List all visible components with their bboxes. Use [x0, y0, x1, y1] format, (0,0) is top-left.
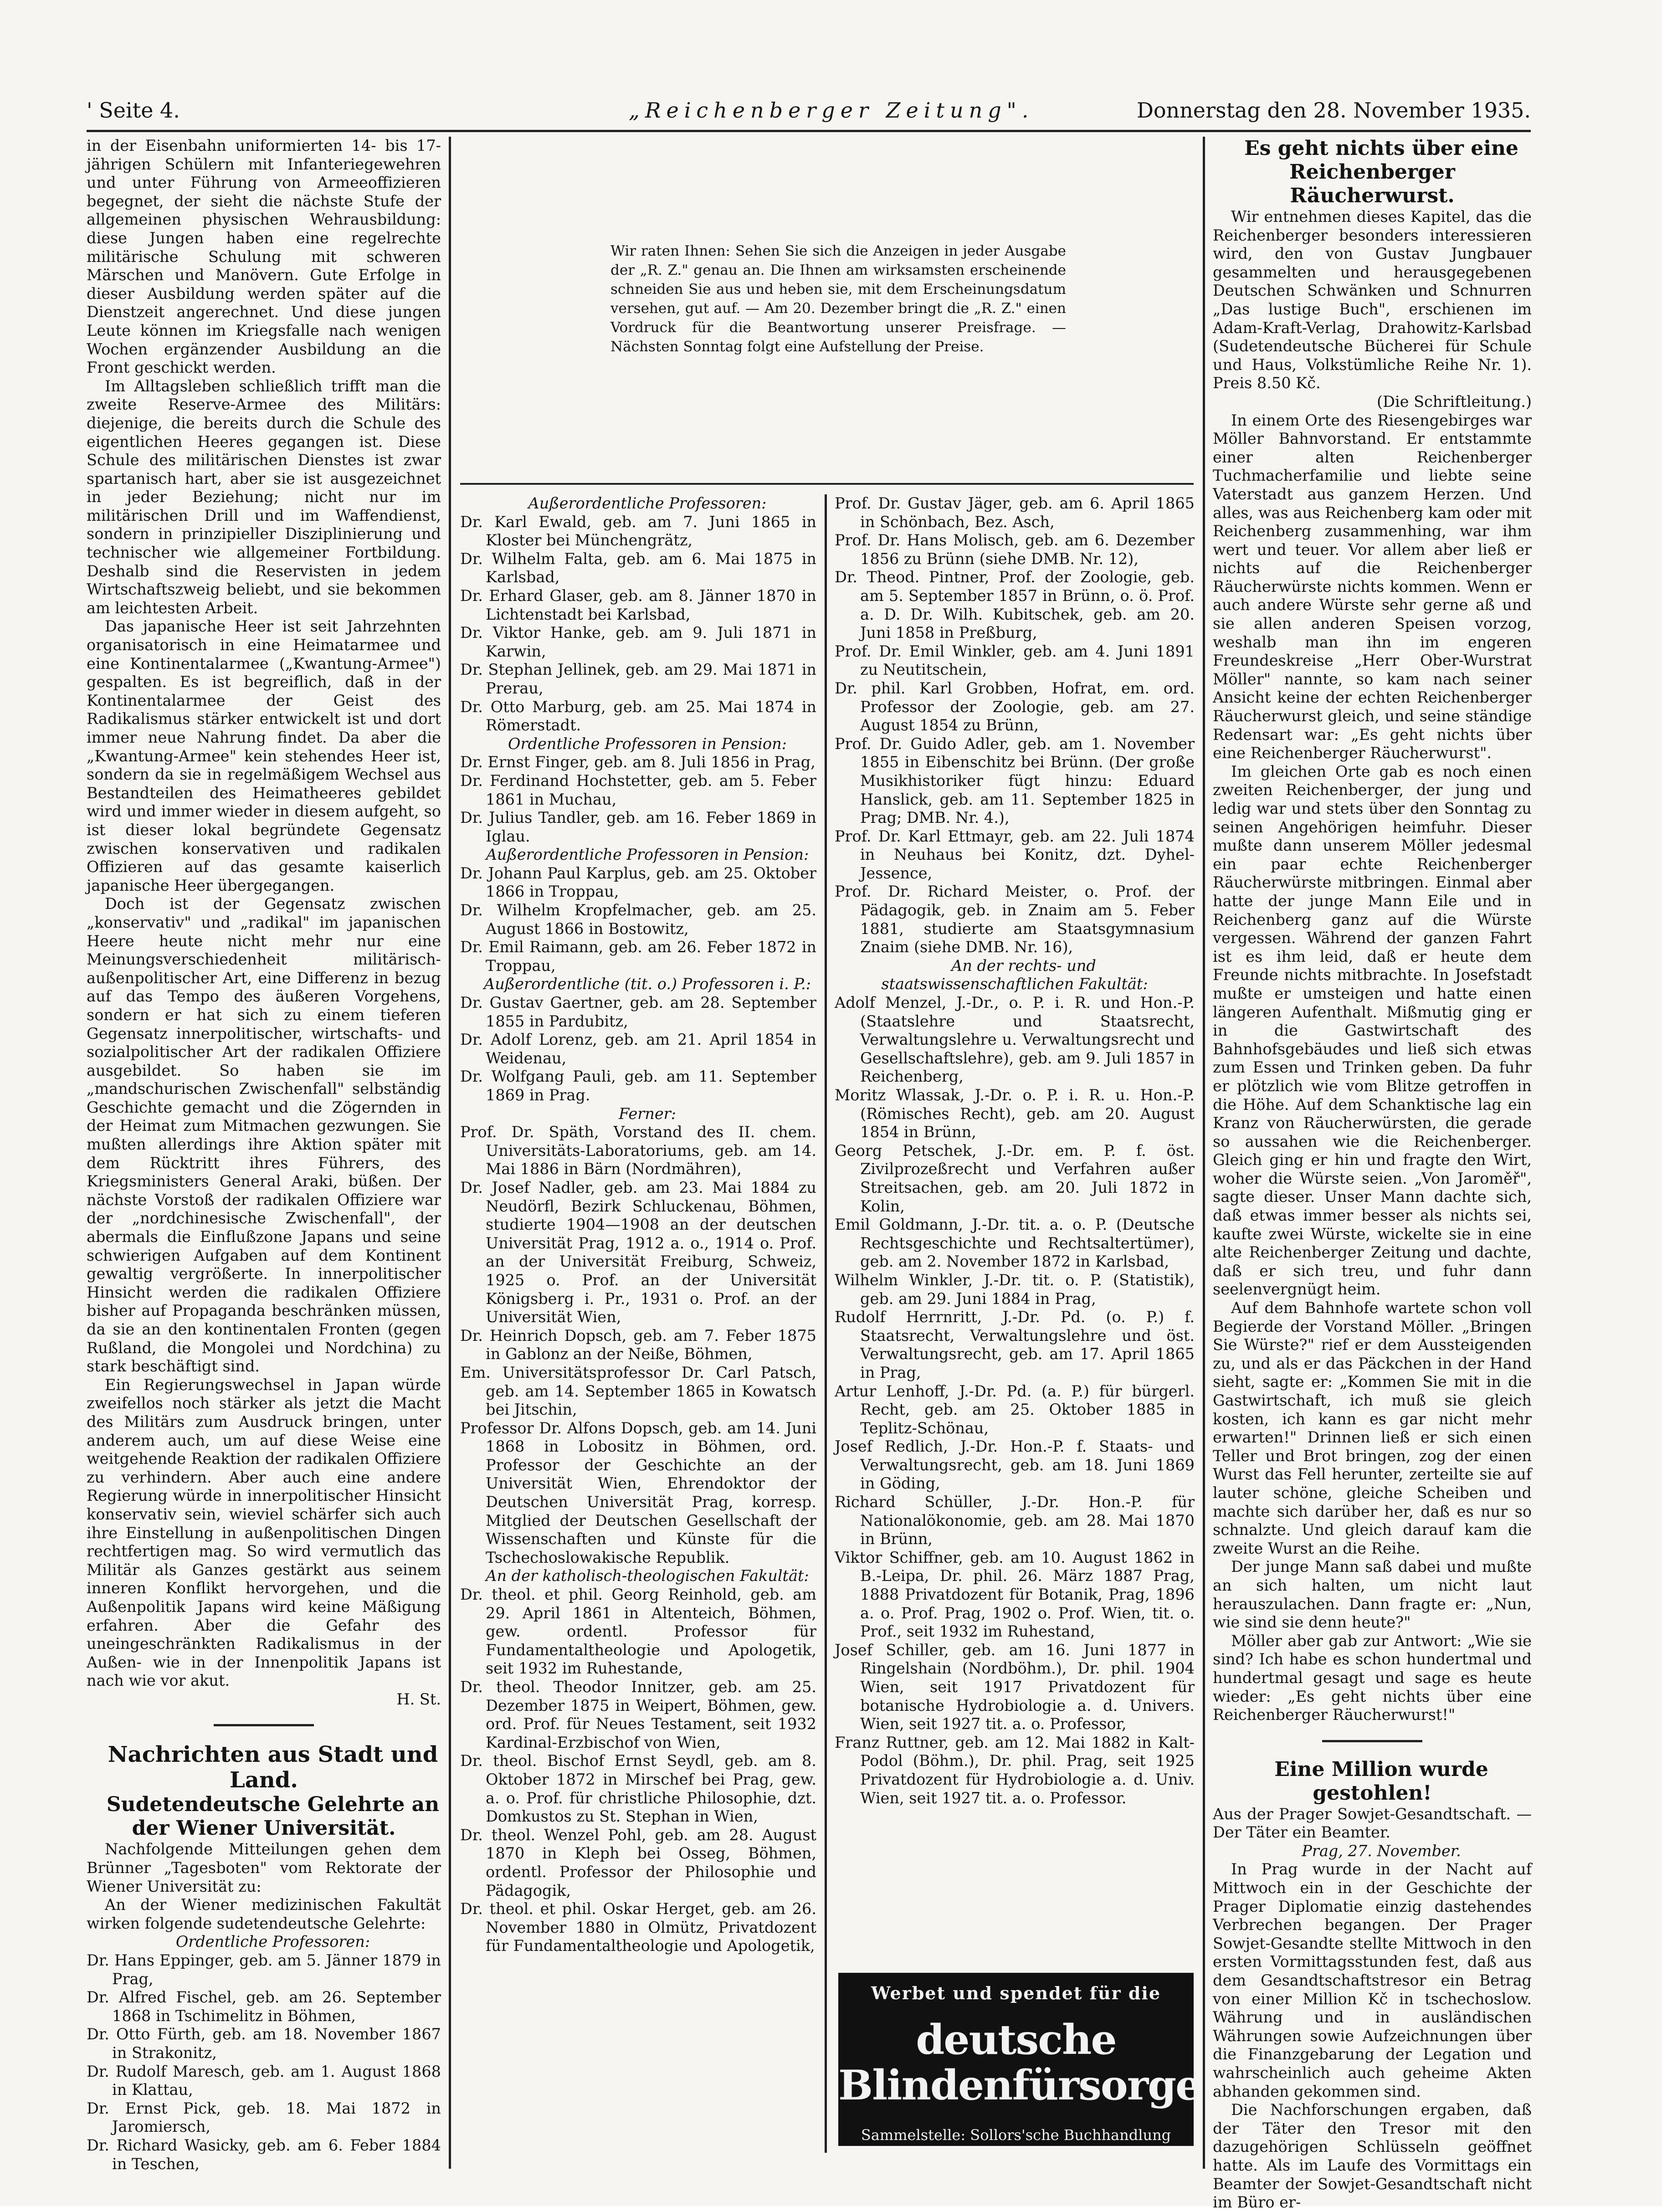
- article-paragraph: Im gleichen Orte gab es noch einen zweiten Reichenberger, der jung und ledig war und stets über den Sonntag zu seinen Angehörigen heimfuhr. Dieser mußte dann unserem Möller jedesmal ein paar echte Reichenberger Räucherwürste mitbringen. Einmal aber hatte der junge Mann Eile und in Reichenberg ganz auf die Würste vergessen. Während der ganzen Fahrt ist es ihm leid, daß er heute dem Freunde nichts mitbrachte. In Josefstadt mußte er umsteigen und hatte einen längeren Aufenthalt. Mißmutig ging er in die Gastwirtschaft des Bahnhofsgebäudes und ließ sich etwas zum Essen und Trinken geben. Da fuhr er plötzlich wie vom Blitze getroffen in die Höhe. Auf dem Schanktische lag ein Kranz von Räucherwürsten, die gerade so aussahen wie die Reichenberger. Gleich ging er hin und fragte den Wirt, woher die Würste seien. „Von Jaroměř", sagte dieser. Unser Mann dachte sich, daß etwas immer besser als nichts sei, kaufte zwei Würste, wickelte sie in eine alte Reichenberger Zeitung und dachte, daß er sich treu, und fuhr dann seelenvergnügt heim.: [1213, 762, 1532, 1298]
- list-item: Dr. theol. et phil. Oskar Herget, geb. am 26. November 1880 in Olmütz, Privatdozent für Fundamentaltheologie und Apologetik,: [460, 1900, 816, 1955]
- article-paragraph: Im Alltagsleben schließlich trifft man die zweite Reserve-Armee des Militärs: diejenige, die bereits durch die Schule des eigentlichen Heeres gegangen ist. Diese Schule des militärischen Dienstes ist zwar spartanisch hart, aber sie ist ausgezeichnet in jeder Beziehung; nicht nur im militärischen Drill und im Waffendienst, sondern in prinzipieller Disziplinierung und technischer wie allgemeiner Fortbildung. Deshalb sind die Reservisten in jedem Wirtschaftszweig beliebt, und sie bekommen am leichtesten Arbeit.: [87, 377, 441, 617]
- list-item: Dr. Gustav Gaertner, geb. am 28. September 1855 in Pardubitz,: [460, 994, 816, 1030]
- article-headline: Eine Million wurde gestohlen!: [1274, 1757, 1488, 1805]
- dateline: Prag, 27. November.: [1302, 1842, 1461, 1860]
- list-item: Georg Petschek, J.-Dr. em. P. f. öst. Zivilprozeßrecht und Verfahren außer Streitsachen, geb. am 20. Juli 1872 in Kolin,: [835, 1141, 1195, 1215]
- notice-rule: [460, 483, 1194, 485]
- list-item: Dr. Josef Nadler, geb. am 23. Mai 1884 zu Neudörfl, Bezirk Schluckenau, Böhmen, studierte 1904—1908 an der deutschen Universität Prag, 1912 a. o., 1914 o. Prof. an der Universität Freiburg, Schweiz, 1925 o. Prof. an der Universität Königsberg i. Pr., 1931 o. Prof. an der Universität Wien,: [460, 1178, 816, 1326]
- column-1: [87, 137, 441, 2173]
- list-item: Dr. Emil Raimann, geb. am 26. Feber 1872 in Troppau,: [460, 938, 816, 975]
- list-item: Dr. Otto Fürth, geb. am 18. November 1867 in Strakonitz,: [87, 2025, 441, 2062]
- list-item: Wilhelm Winkler, J.-Dr. tit. o. P. (Statistik), geb. am 29. Juni 1884 in Prag,: [835, 1271, 1195, 1308]
- column-rule-1: [449, 137, 451, 2169]
- faculty-line: An der Wiener medizinischen Fakultät wirken folgende sudetendeutsche Gelehrte:: [87, 1896, 441, 1932]
- list-item: Josef Redlich, J.-Dr. Hon.-P. f. Staats- und Verwaltungsrecht, geb. am 18. Juni 1869 in Göding,: [835, 1437, 1195, 1493]
- list-subheading: Ordentliche Professoren in Pension:: [508, 734, 787, 753]
- list-item: Prof. Dr. Gustav Jäger, geb. am 6. April 1865 in Schönbach, Bez. Asch,: [835, 494, 1195, 531]
- list-item: Dr. Julius Tandler, geb. am 16. Feber 1869 in Iglau.: [460, 809, 816, 845]
- list-item: Prof. Dr. Emil Winkler, geb. am 4. Juni 1891 zu Neutitschein,: [835, 642, 1195, 679]
- article-paragraph: Möller aber gab zur Antwort: „Wie sie sind? Ich habe es schon hundertmal und hundertmal gesagt und sage es heute wieder: „Es geht nichts über eine Reichenberger Räucherwurst!": [1213, 1632, 1532, 1724]
- column-rule-3: [1203, 137, 1205, 2169]
- article-headline: Sudetendeutsche Gelehrte an der Wiener Universität.: [106, 1793, 440, 1840]
- ad-line-1: Werbet und spendet für die: [871, 1983, 1161, 2003]
- ad-line-3: Sammelstelle: Sollors'sche Buchhandlung: [861, 2126, 1171, 2144]
- list-item: Dr. Adolf Lorenz, geb. am 21. April 1854 in Weidenau,: [460, 1031, 816, 1067]
- list-subheading: Außerordentliche (tit. o.) Professoren i. P.:: [484, 975, 811, 993]
- list-item: Prof. Dr. Späth, Vorstand des II. chem. Universitäts-Laboratoriums, geb. am 14. Mai 1886 in Bärn (Nordmähren),: [460, 1123, 816, 1178]
- article-paragraph: Auf dem Bahnhofe wartete schon voll Begierde der Vorstand Möller. „Bringen Sie Würste?" rief er dem Aussteigenden zu, und als er das Päckchen in der Hand sieht, sagte er: „Kommen Sie mit in die Gastwirtschaft, ich muß sie gleich kosten, ich kann es gar nicht mehr erwarten!" Drinnen ließ er sich einen Teller und Brot bringen, zog der einen Wurst das Fell herunter, zerteilte sie auf lauter schöne, gleiche Scheiben und machte sich darüber her, daß es nur so schnalzte. Und gleich darauf kam die zweite Wurst an die Reihe.: [1213, 1299, 1532, 1557]
- list-subheading: Außerordentliche Professoren in Pension:: [486, 846, 809, 864]
- list-item: Prof. Dr. Richard Meister, o. Prof. der Pädagogik, geb. in Znaim am 5. Feber 1881, studierte am Staatsgymnasium Znaim (siehe DMB. Nr. 16),: [835, 883, 1195, 956]
- list-item: Artur Lenhoff, J.-Dr. Pd. (a. P.) für bürgerl. Recht, geb. am 25. Oktober 1885 in Teplitz-Schönau,: [835, 1382, 1195, 1437]
- newspaper-title: „Reichenberger Zeitung".: [629, 98, 1034, 123]
- list-item: Dr. Johann Paul Karplus, geb. am 25. Oktober 1866 in Troppau,: [460, 864, 816, 901]
- author-signature: H. St.: [396, 1690, 441, 1708]
- article-paragraph: In Prag wurde in der Nacht auf Mittwoch ein in der Geschichte der Prager Diplomatie einzig dastehendes Verbrechen begangen. Der Prager Sowjet-Gesandte stellte Mittwoch in den ersten Vormittagsstunden fest, daß aus dem Gesandtschaftstresor ein Betrag von einer Million Kč in tschechoslow. Währung und in ausländischen Währungen sowie Aufzeichnungen über die Finanzgebarung der Legation und wahrscheinlich auch geheime Akten abhanden gekommen sind.: [1213, 1860, 1532, 2100]
- list-item: Dr. Hans Eppinger, geb. am 5. Jänner 1879 in Prag,: [87, 1951, 441, 1988]
- list-item: Dr. Wilhelm Falta, geb. am 6. Mai 1875 in Karlsbad,: [460, 549, 816, 586]
- list-subheading: An der rechts- und staatswissenschaftlichen Fakultät:: [881, 956, 1148, 993]
- article-divider: [214, 1724, 314, 1726]
- issue-date: Donnerstag den 28. November 1935.: [1136, 98, 1531, 123]
- list-item: Viktor Schiffner, geb. am 10. August 1862 in B.-Leipa, Dr. phil. 26. März 1887 Prag, 1888 Privatdozent für Botanik, Prag, 1896 a. o. Prof. Prag, 1902 o. Prof. Wien, tit. o. Prof., seit 1932 im Ruhestand,: [835, 1548, 1195, 1641]
- column-rule-2: [825, 494, 827, 2153]
- list-item: Dr. Stephan Jellinek, geb. am 29. Mai 1871 in Prerau,: [460, 661, 816, 697]
- article-paragraph: in der Eisenbahn uniformierten 14- bis 17-jährigen Schülern mit Infanteriegewehren und unter Führung von Armeeoffizieren begegnet, der sieht die nächste Stufe der allgemeinen physischen Wehrausbildung: diese Jungen haben eine regelrechte militärische Schulung mit schweren Märschen und Manövern. Gute Erfolge in dieser Ausbildung werden später auf die Dienstzeit angerechnet. Und diese jungen Leute können im Kriegsfalle nach wenigen Wochen ergänzender Ausbildung an die Front geschickt werden.: [87, 137, 441, 377]
- list-item: Prof. Dr. Karl Ettmayr, geb. am 22. Juli 1874 in Neuhaus bei Konitz, dzt. Dyhel-Jessence,: [835, 827, 1195, 882]
- list-item: Dr. Theod. Pintner, Prof. der Zoologie, geb. am 5. September 1857 in Brünn, o. ö. Prof. a. D. Dr. Wilh. Kubitschek, geb. am 20. Juni 1858 in Preßburg,: [835, 568, 1195, 642]
- list-item: Franz Ruttner, geb. am 12. Mai 1882 in Kalt-Podol (Böhm.), Dr. phil. Prag, seit 1925 Privatdozent für Hydrobiologie a. d. Univ. Wien, seit 1927 tit. a. o. Professor.: [835, 1733, 1195, 1807]
- editor-note: Wir entnehmen dieses Kapitel, das die Reichenberger besonders interessieren wird, den von Gustav Jungbauer gesammelten und herausgegebenen Deutschen Schwänken und Schnurren „Das lustige Buch", erschienen im Adam-Kraft-Verlag, Drahowitz-Karlsbad (Sudetendeutsche Bücherei für Schule und Haus, Volkstümliche Reihe Nr. 1). Preis 8.50 Kč.: [1213, 208, 1532, 392]
- list-item: Dr. Ernst Pick, geb. 18. Mai 1872 in Jaromiersch,: [87, 2099, 441, 2136]
- list-item: Dr. Wolfgang Pauli, geb. am 11. September 1869 in Prag.: [460, 1068, 816, 1104]
- list-subheading: Ordentliche Professoren:: [175, 1933, 370, 1951]
- list-subheading: An der katholisch-theologischen Fakultät:: [486, 1567, 809, 1585]
- header-rule: [87, 130, 1531, 132]
- editor-signature: (Die Schriftleitung.): [1376, 392, 1532, 411]
- list-item: Dr. Otto Marburg, geb. am 25. Mai 1874 in Römerstadt.: [460, 698, 816, 734]
- reader-notice: Wir raten Ihnen: Sehen Sie sich die Anzeigen in jeder Ausgabe der „R. Z." genau an. Die Ihnen am wirksamsten erscheinende schneiden Sie aus und heben sie, mit dem Erscheinungsdatum versehen, gut auf. — Am 20. Dezember bringt die „R. Z." einen Vordruck für die Beantwortung unserer Preisfrage. — Nächsten Sonntag folgt eine Aufstellung der Preise.: [610, 243, 1066, 355]
- list-item: Emil Goldmann, J.-Dr. tit. a. o. P. (Deutsche Rechtsgeschichte und Rechtsaltertümer), geb. am 2. November 1872 in Karlsbad,: [835, 1216, 1195, 1271]
- section-title: Nachrichten aus Stadt und Land.: [108, 1742, 438, 1793]
- list-item: Dr. theol. Wenzel Pohl, geb. am 28. August 1870 in Kleph bei Osseg, Böhmen, ordentl. Professor der Philosophie und Pädagogik,: [460, 1826, 816, 1899]
- list-item: Dr. theol. et phil. Georg Reinhold, geb. am 29. April 1861 in Altenteich, Böhmen, gew. ordentl. Professor für Fundamentaltheologie und Apologetik, seit 1932 im Ruhestande,: [460, 1586, 816, 1678]
- list-item: Dr. Ernst Finger, geb. am 8. Juli 1856 in Prag,: [460, 753, 816, 771]
- list-item: Em. Universitätsprofessor Dr. Carl Patsch, geb. am 14. September 1865 in Kowatsch bei Jitschin,: [460, 1363, 816, 1419]
- list-item: Rudolf Herrnritt, J.-Dr. Pd. (o. P.) f. Staatsrecht, Verwaltungslehre und öst. Verwaltungsrecht, geb. am 17. April 1865 in Prag,: [835, 1308, 1195, 1381]
- list-item: Adolf Menzel, J.-Dr., o. P. i. R. und Hon.-P. (Staatslehre und Staatsrecht, Verwaltungslehre u. Verwaltungsrecht und Gesellschaftslehre), geb. am 9. Juli 1857 in Reichenberg,: [835, 994, 1195, 1086]
- list-item: Richard Schüller, J.-Dr. Hon.-P. für Nationalökonomie, geb. am 28. Mai 1870 in Brünn,: [835, 1493, 1195, 1548]
- list-subheading: Ferner:: [619, 1104, 676, 1123]
- article-paragraph: Doch ist der Gegensatz zwischen „konservativ" und „radikal" im japanischen Heere heute nicht mehr nur eine Meinungsverschiedenheit militärisch-außenpolitischer Art, eine Differenz in bezug auf das Tempo des äußeren Vorgehens, sondern er hat sich zu einem tieferen Gegensatz innerpolitischer, wirtschafts- und sozialpolitischer Art der radikalen Offiziere ausgebildet. So haben sie im „mandschurischen Zwischenfall" selbständig Geschichte gemacht und die Zögernden in der Heimat zum Mitmachen gezwungen. Sie mußten allerdings ihre Aktion später mit dem Rücktritt ihres Führers, des Kriegsministers General Araki, büßen. Der nächste Vorstoß der radikalen Offiziere war der „nordchinesische Zwischenfall", der abermals die Einflußzone Japans und seine schwierigen Aufgaben auf dem Kontinent gewaltig vergrößerte. In innerpolitischer Hinsicht werden die radikalen Offiziere bisher auf Propaganda beschränken müssen, da sie an den kontinentalen Fronten (gegen Rußland, die Mongolei und Nordchina) zu stark beschäftigt sind.: [87, 895, 441, 1375]
- column-2: [460, 494, 816, 2160]
- page-number: ' Seite 4.: [87, 98, 180, 123]
- list-item: Dr. Richard Wasicky, geb. am 6. Feber 1884 in Teschen,: [87, 2136, 441, 2173]
- list-item: Dr. phil. Karl Grobben, Hofrat, em. ord. Professor der Zoologie, geb. am 27. August 1854 zu Brünn,: [835, 679, 1195, 734]
- article-divider: [1322, 1740, 1422, 1742]
- article-paragraph: Ein Regierungswechsel in Japan würde zweifellos noch stärker als jetzt die Macht des Militärs zum Ausdruck bringen, unter anderem auch, um auf diese Weise eine weitgehende Reaktion der radikalen Offiziere zu verhindern. Aber auch eine andere Regierung würde in innerpolitischer Hinsicht konservativ sein, wieviel schärfer sich auch ihre Einstellung in außenpolitischen Dingen rechtfertigen mag. So wird vermutlich das Militär als Ganzes gestärkt aus seinem inneren Konflikt hervorgehen, und die Außenpolitik Japans wird keine Mäßigung erfahren. Aber die Gefahr des uneingeschränkten Radikalismus in der Außen- wie in der Innenpolitik Japans ist nach wie vor akut.: [87, 1375, 441, 1690]
- list-item: Dr. Karl Ewald, geb. am 7. Juni 1865 in Kloster bei Münchengrätz,: [460, 513, 816, 549]
- list-subheading: Außerordentliche Professoren:: [528, 494, 767, 512]
- article-paragraph: Das japanische Heer ist seit Jahrzehnten organisatorisch in eine Heimatarmee und eine Kontinentalarmee („Kwantung-Armee") gespalten. Es ist begreiflich, daß in der Kontinentalarmee der Geist des Radikalismus stärker entwickelt ist und dort immer neue Nahrung findet. Da aber die „Kwantung-Armee" kein stehendes Heer ist, sondern da sie in regelmäßigem Wechsel aus Bestandteilen des Heimatheeres gebildet wird und immer wieder in diesem aufgeht, so ist dieser lokal begründete Gegensatz zwischen konservativen und radikalen Offizieren auf das gesamte kaiserlich japanische Heer übergegangen.: [87, 617, 441, 894]
- list-item: Josef Schiller, geb. am 16. Juni 1877 in Ringelshain (Nordböhm.), Dr. phil. 1904 Wien, seit 1917 Privatdozent für botanische Hydrobiologie a. d. Univers. Wien, seit 1927 tit. a. o. Professor,: [835, 1641, 1195, 1733]
- list-item: Dr. Erhard Glaser, geb. am 8. Jänner 1870 in Lichtenstadt bei Karlsbad,: [460, 586, 816, 623]
- ad-headline: deutsche Blindenfürsorge: [838, 2016, 1201, 2109]
- list-item: Dr. Alfred Fischel, geb. am 26. September 1868 in Tschimelitz in Böhmen,: [87, 1988, 441, 2025]
- list-item: Professor Dr. Alfons Dopsch, geb. am 14. Juni 1868 in Lobositz in Böhmen, ord. Professor der Geschichte an der Universität Wien, Ehrendoktor der Deutschen Universität Prag, korresp. Mitglied der Deutschen Gesellschaft der Wissenschaften und Künste für die Tschechoslowakische Republik.: [460, 1419, 816, 1566]
- list-item: Dr. Viktor Hanke, geb. am 9. Juli 1871 in Karwin,: [460, 624, 816, 660]
- list-item: Dr. theol. Bischof Ernst Seydl, geb. am 8. Oktober 1872 in Mirschef bei Prag, gew. a. o. Prof. für christliche Philosophie, dzt. Domkustos zu St. Stephan in Wien,: [460, 1752, 816, 1826]
- article-headline: Es geht nichts über eine Reichenberger Räucherwurst.: [1244, 137, 1518, 207]
- list-item: Dr. Rudolf Maresch, geb. am 1. August 1868 in Klattau,: [87, 2062, 441, 2099]
- list-item: Moritz Wlassak, J.-Dr. o. P. i. R. u. Hon.-P. (Römisches Recht), geb. am 20. August 1854 in Brünn,: [835, 1086, 1195, 1141]
- blind-welfare-advertisement: [838, 1973, 1201, 2146]
- article-subtitle: Aus der Prager Sowjet-Gesandtschaft. — Der Täter ein Beamter.: [1213, 1805, 1532, 1842]
- list-item: Dr. Wilhelm Kropfelmacher, geb. am 25. August 1866 in Bostowitz,: [460, 901, 816, 938]
- article-paragraph: Die Nachforschungen ergaben, daß der Täter den Tresor mit den dazugehörigen Schlüsseln geöffnet hatte. Als im Laufe des Vormittags ein Beamter der Sowjet-Gesandtschaft nicht im Büro er-: [1213, 2101, 1532, 2212]
- list-item: Dr. theol. Theodor Innitzer, geb. am 25. Dezember 1875 in Weipert, Böhmen, gew. ord. Prof. für Neues Testament, seit 1932 Kardinal-Erzbischof von Wien,: [460, 1678, 816, 1751]
- column-3: [835, 494, 1195, 1959]
- article-intro: Nachfolgende Mitteilungen gehen dem Brünner „Tagesboten" vom Rektorate der Wiener Universität zu:: [87, 1840, 441, 1895]
- column-4: [1213, 137, 1532, 2212]
- list-item: Dr. Ferdinand Hochstetter, geb. am 5. Feber 1861 in Muchau,: [460, 771, 816, 808]
- list-item: Dr. Heinrich Dopsch, geb. am 7. Feber 1875 in Gablonz an der Neiße, Böhmen,: [460, 1326, 816, 1363]
- article-paragraph: Der junge Mann saß dabei und mußte an sich halten, um nicht laut herauszulachen. Dann fragte er: „Nun, wie sind sie denn heute?": [1213, 1558, 1532, 1632]
- list-item: Prof. Dr. Guido Adler, geb. am 1. November 1855 in Eibenschitz bei Brünn. (Der große Musikhistoriker fügt hinzu: Eduard Hanslick, geb. am 11. September 1825 in Prag; DMB. Nr. 4.),: [835, 734, 1195, 827]
- list-item: Prof. Dr. Hans Molisch, geb. am 6. Dezember 1856 zu Brünn (siehe DMB. Nr. 12),: [835, 531, 1195, 568]
- article-paragraph: In einem Orte des Riesengebirges war Möller Bahnvorstand. Er entstammte einer alten Reichenberger Tuchmacherfamilie und liebte seine Vaterstadt aus ganzem Herzen. Und alles, was aus Reichenberg kam oder mit Reichenberg zusammenhing, war ihm wert und teuer. Vor allem aber ließ er nichts auf die Reichenberger Räucherwürste nichts kommen. Wenn er auch andere Würste sehr gerne aß und sie allen anderen Speisen vorzog, weshalb man ihn im engeren Freundeskreise „Herr Ober-Wurstrat Möller" nannte, so kam nach seiner Ansicht keine der echten Reichenberger Räucherwurst gleich, und seine ständige Redensart war: „Es geht nichts über eine Reichenberger Räucherwurst".: [1213, 411, 1532, 762]
